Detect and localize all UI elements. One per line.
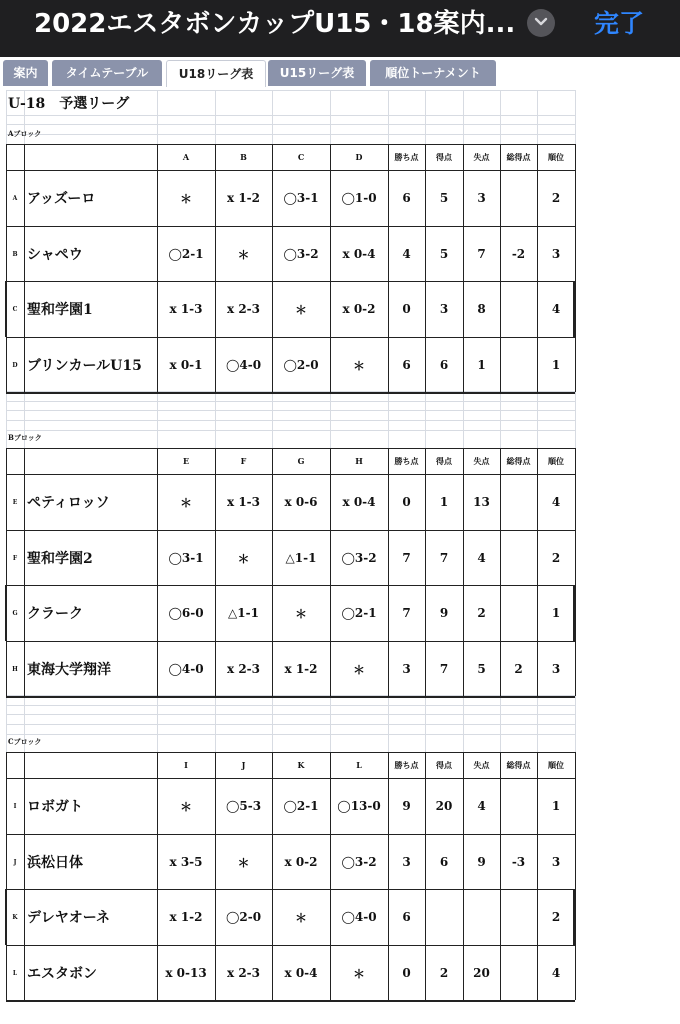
team-name: ロボガト (27, 799, 83, 815)
goals-for-cell: 5 (439, 247, 449, 261)
goals-for-cell (425, 889, 463, 945)
opponent-column-header: K (297, 760, 305, 770)
match-result: x 2-3 (226, 966, 260, 980)
match-result: ◯6-0 (168, 606, 204, 620)
match-result: ◯3-2 (341, 855, 377, 869)
stat-column-header: 順位 (548, 151, 564, 162)
goal-diff-cell (500, 778, 537, 834)
rank-cell: 1 (551, 358, 561, 372)
match-result: x 1-2 (169, 910, 203, 924)
goal-diff-cell: -2 (511, 247, 526, 261)
team-name: デレヤオーネ (27, 910, 111, 926)
rank-cell: 4 (551, 302, 561, 316)
opponent-column-header: D (355, 152, 363, 162)
stat-column-header: 失点 (473, 455, 490, 466)
team-name: エスタボン (27, 966, 97, 982)
rank-cell: 4 (551, 966, 561, 980)
grid-line (6, 705, 575, 706)
opponent-column-header: C (297, 152, 305, 162)
goal-diff-cell (500, 585, 537, 641)
match-result: ◯4-0 (341, 910, 377, 924)
team-letter: J (13, 858, 17, 866)
grid-line (6, 420, 575, 421)
match-result: ◯4-0 (225, 358, 262, 372)
team-name: ブリンカールU15 (27, 358, 142, 374)
match-result: x 0-6 (284, 495, 318, 509)
team-letter: L (12, 969, 18, 977)
grid-line (6, 401, 575, 402)
match-result: x 3-5 (169, 855, 203, 869)
rank-cell: 4 (551, 495, 561, 509)
team-name: ペティロッソ (27, 495, 110, 511)
match-result: ＊ (179, 799, 192, 814)
stat-column-header: 失点 (473, 759, 490, 770)
grid-line (6, 410, 575, 411)
grid-line (575, 144, 576, 392)
team-letter: C (12, 305, 18, 313)
team-name: アッズーロ (27, 191, 96, 207)
match-result: ◯2-0 (225, 910, 262, 924)
rank-cell: 1 (551, 606, 561, 620)
team-letter: A (12, 194, 18, 202)
goals-for-cell: 20 (435, 799, 453, 813)
points-cell: 3 (402, 662, 411, 676)
goals-against-cell (463, 889, 500, 945)
grid-line (575, 752, 576, 1000)
goals-against-cell: 1 (477, 358, 486, 372)
match-result: x 0-2 (342, 302, 376, 316)
match-result: x 0-2 (284, 855, 318, 869)
goals-for-cell: 9 (439, 606, 449, 620)
match-result: △1-1 (285, 551, 317, 565)
goal-diff-cell (500, 170, 537, 226)
match-result: x 1-2 (284, 662, 318, 676)
team-letter: B (12, 250, 18, 258)
rank-cell: 3 (551, 855, 561, 869)
goals-for-cell: 1 (439, 495, 449, 509)
sheet-title: U-18 予選リーグ (8, 95, 130, 112)
match-result: x 0-4 (342, 495, 376, 509)
match-result: ＊ (237, 247, 250, 262)
stat-column-header: 順位 (548, 759, 564, 770)
opponent-column-header: H (355, 456, 363, 466)
match-result: ◯1-0 (341, 191, 377, 205)
match-result: ◯3-1 (168, 551, 204, 565)
goals-against-cell: 4 (477, 799, 486, 813)
opponent-column-header: L (356, 760, 362, 770)
stat-column-header: 得点 (436, 151, 452, 162)
grid-line (6, 714, 575, 715)
match-result: ＊ (352, 662, 365, 677)
points-cell: 6 (402, 191, 411, 205)
team-letter: K (12, 913, 18, 921)
goal-diff-cell (500, 530, 537, 586)
points-cell: 3 (402, 855, 411, 869)
points-cell: 4 (402, 247, 411, 261)
match-result: x 0-4 (342, 247, 376, 261)
team-name: シャペウ (27, 247, 83, 263)
goals-for-cell: 5 (439, 191, 449, 205)
match-result: ＊ (294, 606, 307, 621)
match-result: x 0-4 (284, 966, 318, 980)
goal-diff-cell (500, 474, 537, 530)
opponent-column-header: J (241, 760, 246, 770)
stat-column-header: 失点 (473, 151, 490, 162)
opponent-column-header: B (240, 152, 247, 162)
goals-against-cell: 13 (473, 495, 490, 509)
grid-line (6, 124, 575, 125)
team-name: 浜松日体 (27, 855, 83, 871)
match-result: ＊ (179, 191, 192, 206)
stat-column-header: 得点 (436, 455, 452, 466)
opponent-column-header: G (297, 456, 305, 466)
grid-line (6, 134, 575, 135)
goals-for-cell: 6 (439, 358, 449, 372)
stat-column-header: 得点 (436, 759, 452, 770)
points-cell: 6 (402, 358, 411, 372)
goals-against-cell: 5 (477, 662, 486, 676)
points-cell: 0 (402, 966, 411, 980)
rank-cell: 2 (551, 910, 561, 924)
match-result: ◯3-1 (283, 191, 319, 205)
grid-line (6, 734, 575, 735)
tab-ranking-tournament[interactable]: 順位トーナメント (370, 60, 496, 86)
stat-column-header: 総得点 (506, 151, 531, 162)
goals-for-cell: 3 (439, 302, 449, 316)
stat-column-header: 勝ち点 (394, 455, 419, 466)
rank-cell: 1 (551, 799, 561, 813)
points-cell: 0 (402, 302, 411, 316)
match-result: ◯2-1 (341, 606, 377, 620)
team-letter: G (12, 609, 18, 617)
goals-against-cell: 7 (477, 247, 486, 261)
tab-guide[interactable]: 案内 (3, 60, 48, 86)
match-result: ◯2-1 (283, 799, 319, 813)
team-name: クラーク (27, 606, 83, 622)
match-result: ◯3-2 (341, 551, 377, 565)
block-label: Aブロック (8, 129, 42, 138)
goals-for-cell: 7 (439, 551, 449, 565)
done-button[interactable]: 完了 (594, 9, 645, 38)
goals-against-cell: 8 (477, 302, 486, 316)
match-result: ◯2-1 (168, 247, 204, 261)
grid-line (575, 448, 576, 696)
team-name: 聖和学園1 (27, 302, 93, 318)
rank-cell: 3 (551, 662, 561, 676)
team-letter: I (13, 802, 17, 810)
goals-against-cell: 4 (477, 551, 486, 565)
points-cell: 0 (402, 495, 411, 509)
match-result: ＊ (179, 495, 192, 510)
goals-for-cell: 7 (439, 662, 449, 676)
goal-diff-cell (500, 945, 537, 1001)
match-result: ◯2-0 (283, 358, 319, 372)
opponent-column-header: E (182, 456, 190, 466)
goal-diff-cell: -3 (511, 855, 526, 869)
points-cell: 7 (402, 551, 411, 565)
grid-line (6, 430, 575, 431)
match-result: ＊ (294, 302, 307, 317)
opponent-column-header: I (184, 760, 188, 770)
block-label: Cブロック (8, 737, 42, 746)
opponent-column-header: A (182, 152, 190, 162)
tab-u18-league[interactable]: U18リーグ表 (166, 60, 266, 87)
match-result: ◯4-0 (168, 662, 204, 676)
goal-diff-cell (500, 889, 537, 945)
grid-line (6, 115, 575, 116)
stat-column-header: 総得点 (506, 455, 531, 466)
match-result: ＊ (294, 910, 307, 925)
stat-column-header: 順位 (548, 455, 564, 466)
match-result: ＊ (352, 966, 365, 981)
goals-against-cell: 9 (477, 855, 486, 869)
match-result: x 0-13 (165, 966, 207, 980)
match-result: x 2-3 (226, 302, 260, 316)
match-result: x 1-3 (226, 495, 260, 509)
stat-column-header: 勝ち点 (394, 151, 419, 162)
rank-cell: 3 (551, 247, 561, 261)
goals-against-cell: 3 (477, 191, 486, 205)
match-result: ◯13-0 (337, 799, 381, 813)
match-result: x 1-2 (226, 191, 260, 205)
goal-diff-cell (500, 337, 537, 393)
match-result: x 1-3 (169, 302, 203, 316)
rank-cell: 2 (551, 551, 561, 565)
team-name: 聖和学園2 (27, 551, 93, 567)
points-cell: 9 (402, 799, 411, 813)
goal-diff-cell: 2 (514, 662, 523, 676)
match-result: ＊ (237, 855, 250, 870)
opponent-column-header: F (240, 456, 247, 466)
team-letter: D (12, 361, 18, 369)
points-cell: 6 (402, 910, 411, 924)
tab-timetable[interactable]: タイムテーブル (52, 60, 162, 86)
match-result: x 0-1 (169, 358, 203, 372)
match-result: ＊ (352, 358, 365, 373)
team-letter: H (12, 665, 18, 673)
points-cell: 7 (402, 606, 411, 620)
team-letter: E (12, 498, 18, 506)
goal-diff-cell (500, 281, 537, 337)
match-result: △1-1 (228, 606, 259, 620)
stat-column-header: 勝ち点 (394, 759, 419, 770)
match-result: ◯3-2 (283, 247, 319, 261)
grid-line (6, 724, 575, 725)
goals-for-cell: 6 (439, 855, 449, 869)
team-name: 東海大学翔洋 (27, 662, 111, 678)
stat-column-header: 総得点 (506, 759, 531, 770)
block-label: Bブロック (8, 433, 42, 442)
goals-against-cell: 20 (473, 966, 490, 980)
document-title: 2022エスタボンカップU15・18案内... (34, 9, 516, 39)
goals-for-cell: 2 (439, 966, 449, 980)
team-letter: F (12, 554, 18, 562)
rank-cell: 2 (551, 191, 561, 205)
match-result: x 2-3 (226, 662, 260, 676)
match-result: ＊ (237, 551, 250, 566)
goals-against-cell: 2 (477, 606, 486, 620)
match-result: ◯5-3 (225, 799, 262, 813)
tab-u15-league[interactable]: U15リーグ表 (268, 60, 366, 86)
